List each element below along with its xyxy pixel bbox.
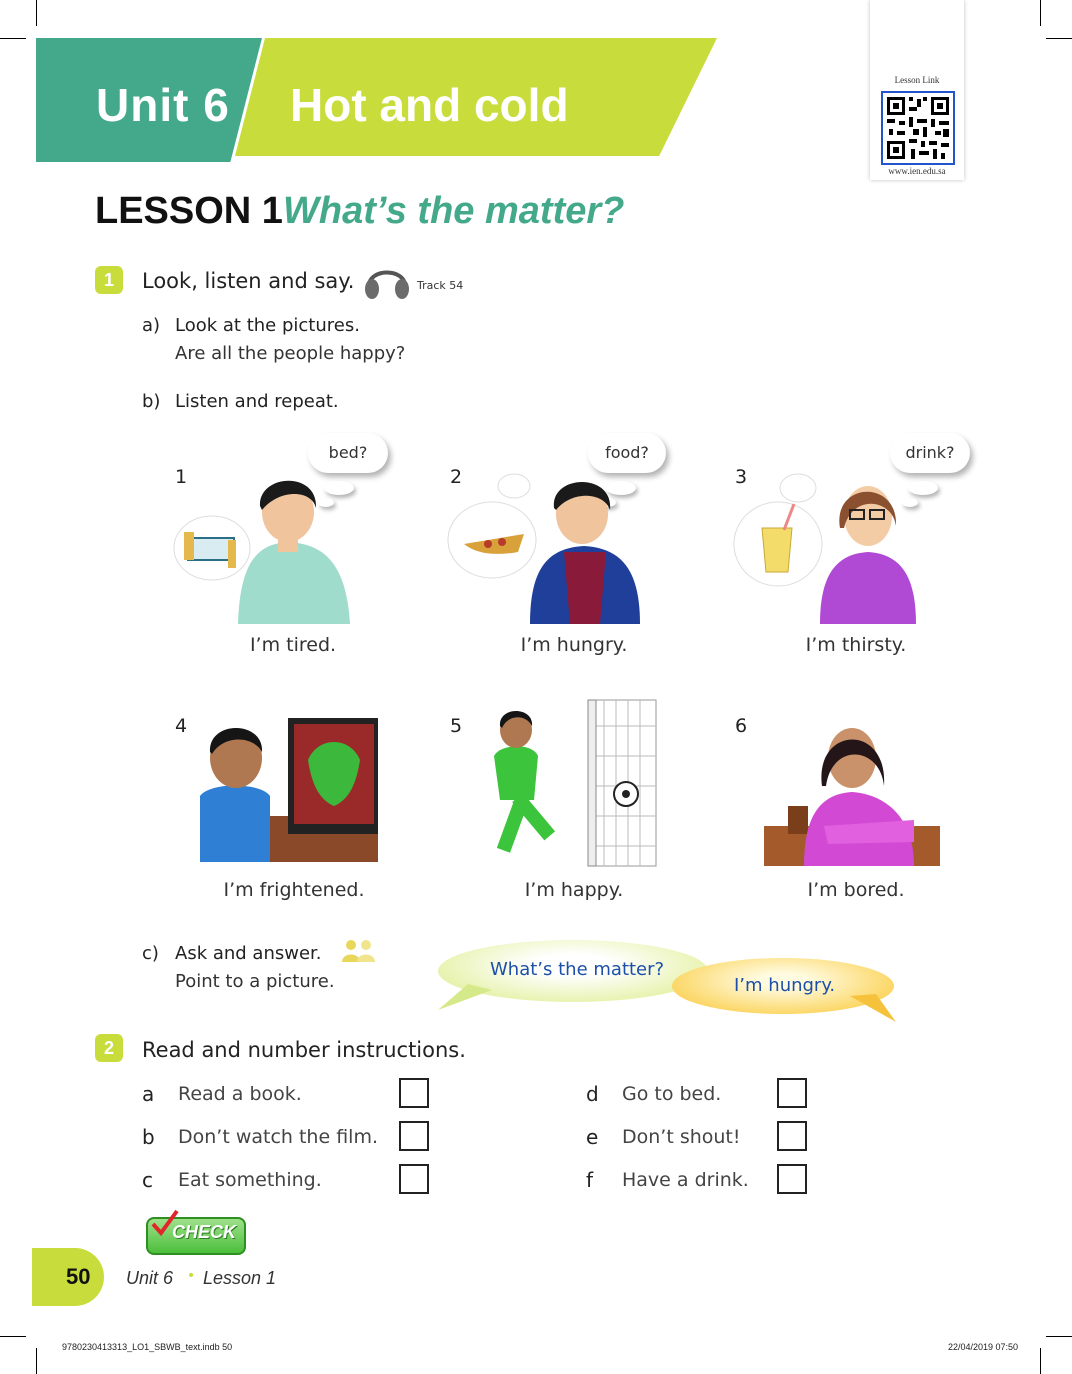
- frightened-boy-illustration: [200, 716, 378, 862]
- instruction-text: Have a drink.: [622, 1169, 749, 1191]
- check-button-label: CHECK: [172, 1222, 237, 1242]
- answer-box[interactable]: [399, 1164, 429, 1194]
- crop-mark: [36, 1348, 37, 1374]
- qr-code-graphic: [883, 93, 953, 163]
- lesson-link-label: Lesson Link: [894, 75, 940, 85]
- picture-number: 5: [450, 715, 463, 737]
- thought-bubble: bed?: [308, 433, 388, 473]
- speech-answer-text: I’m hungry.: [734, 975, 836, 996]
- exercise-1-badge: 1: [95, 266, 123, 294]
- instruction-text: Go to bed.: [622, 1083, 722, 1105]
- happy-boy-football-illustration: [476, 696, 658, 868]
- thought-bubble: drink?: [890, 433, 970, 473]
- instruction-text: Don’t shout!: [622, 1126, 741, 1148]
- picture-number: 4: [175, 715, 188, 737]
- bored-girl-illustration: [764, 716, 940, 866]
- headphones-icon[interactable]: [362, 258, 412, 302]
- lesson-link-card[interactable]: [870, 0, 964, 180]
- track-number: Track 54: [417, 279, 464, 292]
- crop-mark: [1046, 1336, 1072, 1337]
- crop-mark: [1046, 38, 1072, 39]
- picture-caption: I’m thirsty.: [805, 634, 907, 656]
- footer-separator: •: [187, 1268, 196, 1284]
- answer-box[interactable]: [399, 1078, 429, 1108]
- part-c-prompt: Point to a picture.: [175, 971, 335, 992]
- instruction-letter: f: [586, 1168, 594, 1192]
- picture-number: 6: [735, 715, 748, 737]
- speech-bubble-tail: [850, 994, 898, 1024]
- page-number: 50: [66, 1264, 91, 1289]
- instruction-letter: d: [586, 1082, 599, 1106]
- part-c-letter: c): [142, 943, 159, 964]
- part-c-instruction: Ask and answer.: [175, 943, 322, 964]
- exercise-1-heading: Look, listen and say.: [142, 269, 355, 293]
- crop-mark: [0, 38, 26, 39]
- thought-bubble: food?: [588, 433, 666, 473]
- instruction-text: Read a book.: [178, 1083, 302, 1105]
- picture-number: 2: [450, 466, 463, 488]
- speech-bubble-tail: [438, 984, 498, 1012]
- picture-caption: I’m happy.: [524, 879, 624, 901]
- thirsty-woman-illustration: [728, 468, 928, 624]
- crop-mark: [36, 0, 37, 26]
- picture-caption: I’m tired.: [249, 634, 337, 656]
- print-file-info: 9780230413313_LO1_SBWB_text.indb 50: [62, 1342, 233, 1352]
- footer-lesson: Lesson 1: [203, 1268, 277, 1288]
- pair-work-icon: [340, 938, 378, 962]
- print-date-info: 22/04/2019 07:50: [948, 1342, 1019, 1352]
- picture-number: 3: [735, 466, 748, 488]
- answer-box[interactable]: [777, 1164, 807, 1194]
- instruction-letter: a: [142, 1082, 155, 1106]
- picture-caption: I’m bored.: [807, 879, 905, 901]
- qr-code-icon[interactable]: [881, 91, 955, 165]
- answer-box[interactable]: [777, 1121, 807, 1151]
- part-b-instruction: Listen and repeat.: [175, 391, 339, 412]
- tired-boy-illustration: [170, 468, 360, 624]
- answer-box[interactable]: [399, 1121, 429, 1151]
- instruction-letter: e: [586, 1125, 599, 1149]
- crop-mark: [1040, 1348, 1041, 1374]
- crop-mark: [1040, 0, 1041, 26]
- instruction-text: Eat something.: [178, 1169, 322, 1191]
- part-a-question: Are all the people happy?: [175, 343, 406, 364]
- crop-mark: [0, 1336, 26, 1337]
- exercise-2-heading: Read and number instructions.: [142, 1038, 466, 1062]
- lesson-title: What’s the matter?: [283, 190, 625, 232]
- instruction-text: Don’t watch the film.: [178, 1126, 379, 1148]
- picture-caption: I’m frightened.: [223, 879, 365, 901]
- picture-number: 1: [175, 466, 188, 488]
- speech-question-text: What’s the matter?: [490, 959, 665, 980]
- lesson-link-url[interactable]: www.ien.edu.sa: [888, 166, 946, 176]
- answer-box[interactable]: [777, 1078, 807, 1108]
- part-a-letter: a): [142, 315, 161, 336]
- instruction-letter: c: [142, 1168, 153, 1192]
- instruction-letter: b: [142, 1125, 155, 1149]
- hungry-man-illustration: [444, 468, 644, 624]
- picture-caption: I’m hungry.: [520, 634, 628, 656]
- exercise-2-badge: 2: [95, 1034, 123, 1062]
- part-a-instruction: Look at the pictures.: [175, 315, 360, 336]
- unit-title: Hot and cold: [290, 79, 569, 131]
- part-b-letter: b): [142, 391, 161, 412]
- unit-label: Unit 6: [96, 79, 230, 131]
- lesson-label: LESSON 1: [95, 190, 283, 232]
- footer-unit: Unit 6: [126, 1268, 174, 1288]
